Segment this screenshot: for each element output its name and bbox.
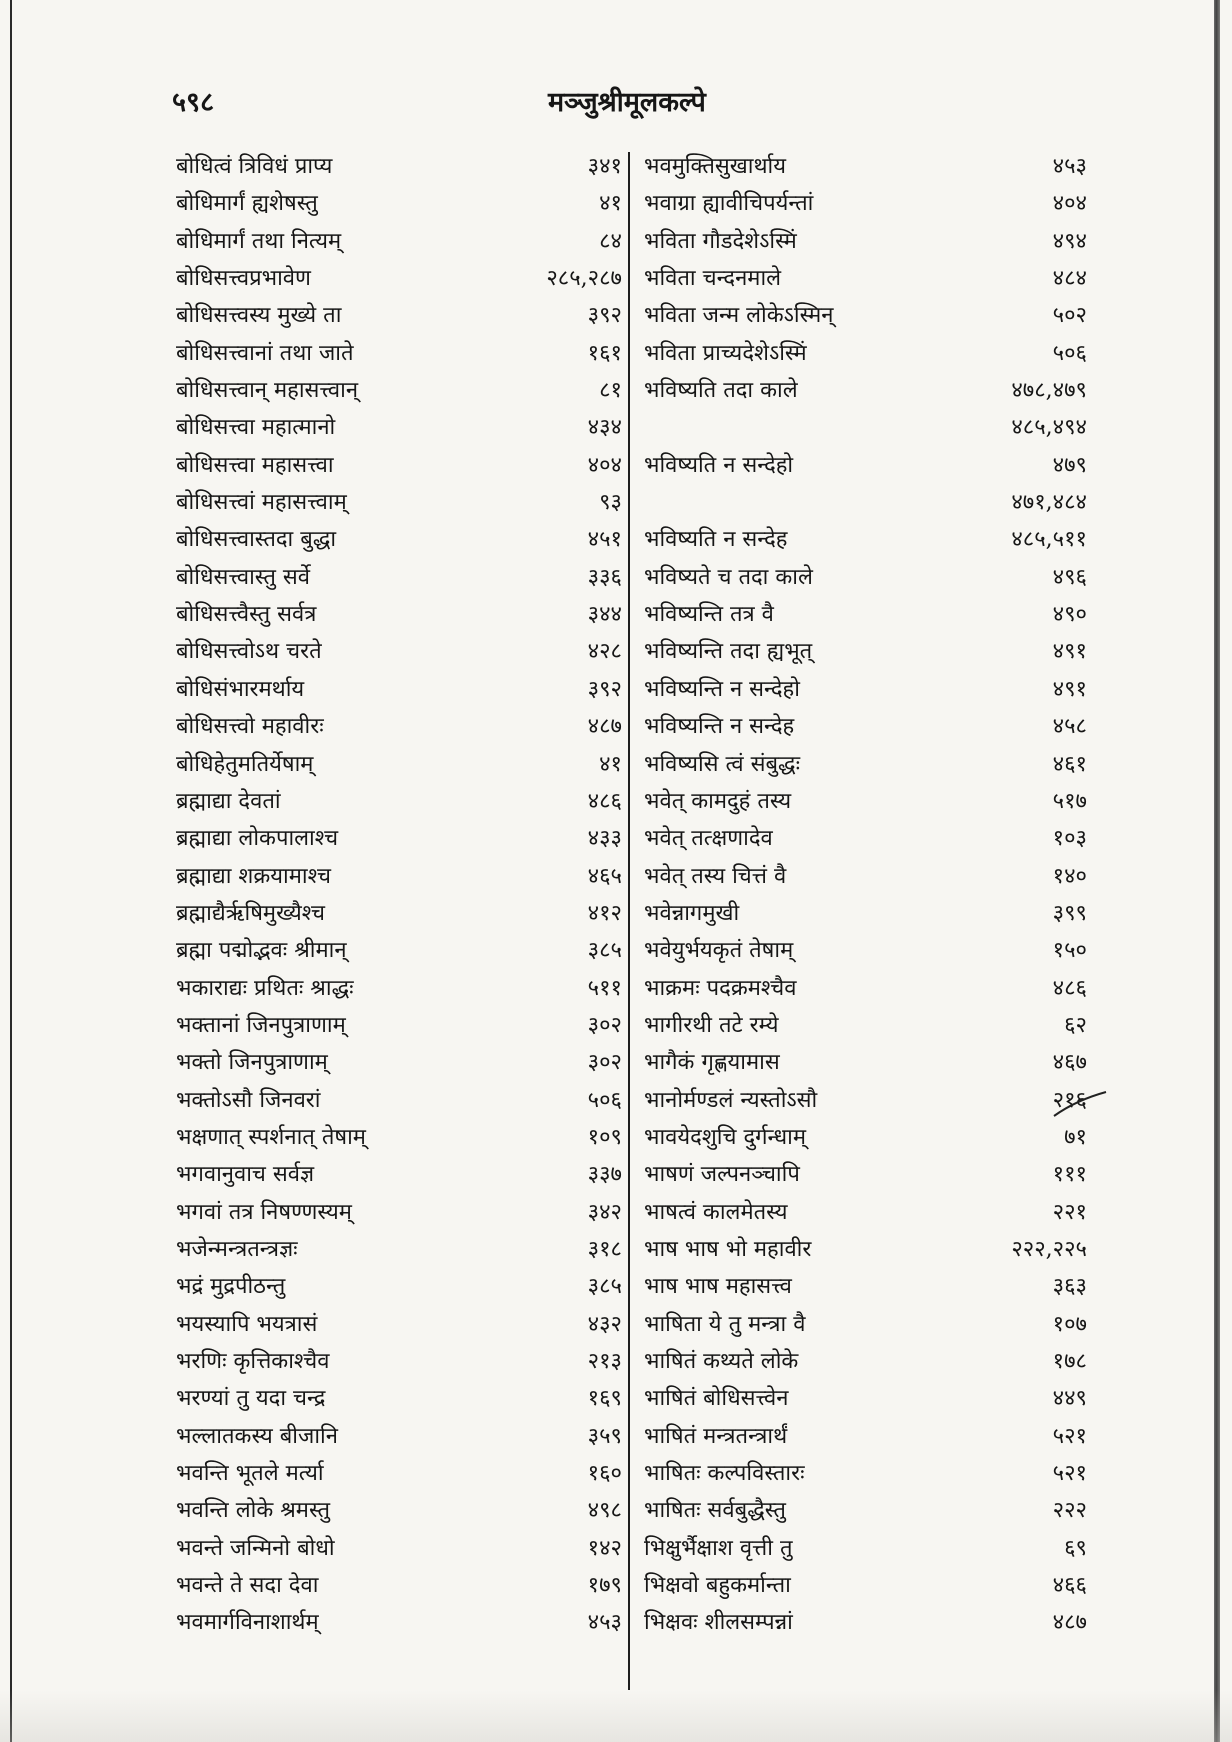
index-row (0, 1044, 1232, 1081)
right-entry: भाष भाष महासत्त्व (644, 1274, 792, 1300)
left-entry: भरणिः कृत्तिकाश्चैव (176, 1349, 330, 1374)
index-row (0, 1007, 1232, 1044)
left-entry: बोधिसत्त्वप्रभावेण (176, 266, 311, 292)
right-entry: भाक्रमः पदक्रमश्चैव (644, 975, 797, 1001)
right-pages: ६२ (1064, 1012, 1087, 1038)
index-row (0, 1530, 1232, 1567)
right-entry: भवेत् कामदुहं तस्य (644, 788, 792, 814)
verse-index-table (0, 148, 1232, 1642)
index-row (0, 223, 1232, 260)
page-header (0, 82, 1232, 122)
left-entry: बोधिसत्त्वास्तु सर्वे (176, 564, 310, 590)
right-pages: ४९० (1052, 602, 1087, 628)
right-entry: भवेयुर्भयकृतं तेषाम् (644, 938, 794, 964)
left-pages: ३०२ (587, 1012, 622, 1038)
scan-noise (0, 1690, 1232, 1742)
left-entry: भक्तो जिनपुत्राणाम् (176, 1050, 328, 1076)
right-pages: २१६ (1052, 1087, 1087, 1113)
right-entry: भवेत् तस्य चित्तं वै (644, 863, 787, 889)
right-entry: भविता गौडदेशेऽस्मिं (644, 228, 797, 254)
handwritten-pen-mark (1050, 1090, 1110, 1120)
index-row (0, 1119, 1232, 1156)
index-row (0, 932, 1232, 969)
right-pages: ४५३ (1052, 154, 1087, 179)
index-row (0, 708, 1232, 745)
right-pages: ४८७ (1052, 1610, 1087, 1636)
left-pages: ४०४ (587, 452, 622, 478)
left-pages: ५०६ (587, 1087, 622, 1113)
left-entry: भवन्ते जन्मिनो बोधो (176, 1535, 335, 1561)
right-entry: भाषितः कल्पविस्तारः (644, 1461, 805, 1487)
left-pages: ३८५ (587, 938, 622, 964)
left-entry: बोधिसंभारमर्थाय (176, 676, 305, 702)
right-pages: ४८४ (1052, 266, 1087, 292)
left-pages: ४१ (599, 191, 622, 217)
index-row (0, 1156, 1232, 1193)
right-pages: ४७८,४७९ (1011, 378, 1087, 404)
left-entry: बोधिहेतुमतिर्येषाम् (176, 751, 314, 777)
left-pages: ३३७ (587, 1162, 622, 1188)
left-pages: ३४१ (587, 154, 622, 179)
index-row (0, 484, 1232, 521)
right-entry: भाषितं मन्त्रतन्त्रार्थं (644, 1423, 788, 1449)
left-entry: भक्षणात् स्पर्शनात् तेषाम् (176, 1124, 366, 1150)
right-entry: भानोर्मण्डलं न्यस्तोऽसौ (644, 1087, 818, 1113)
left-entry: भवन्ते ते सदा देवा (176, 1573, 319, 1599)
left-pages: ३९२ (587, 676, 622, 702)
left-entry: भगवानुवाच सर्वज्ञ (176, 1162, 315, 1188)
left-entry: बोधिसत्त्वा महासत्त्वा (176, 452, 334, 478)
left-entry: ब्रह्माद्या शक्रयामाश्च (176, 863, 331, 889)
index-row (0, 409, 1232, 446)
right-entry: भविष्यन्ति न सन्देहो (644, 676, 800, 702)
left-entry: बोधिसत्त्वस्य मुख्ये ता (176, 303, 342, 329)
index-row (0, 596, 1232, 633)
right-entry: भविष्यति न सन्देह (644, 527, 788, 553)
right-pages: २२२ (1052, 1498, 1087, 1524)
left-entry: भवन्ति लोके श्रमस्तु (176, 1498, 331, 1524)
index-row (0, 970, 1232, 1007)
index-row (0, 783, 1232, 820)
left-entry: भक्तोऽसौ जिनवरां (176, 1087, 321, 1113)
index-row (0, 671, 1232, 708)
index-row (0, 1418, 1232, 1455)
right-pages: ४०४ (1052, 191, 1087, 217)
right-pages: ४६७ (1052, 1050, 1087, 1076)
left-entry: भयस्यापि भयत्रासं (176, 1311, 318, 1337)
index-row (0, 521, 1232, 558)
left-pages: ३४४ (587, 602, 622, 628)
left-pages: ३०२ (587, 1050, 622, 1076)
right-pages: ६९ (1064, 1535, 1087, 1561)
right-pages: १११ (1052, 1162, 1087, 1188)
index-row (0, 746, 1232, 783)
left-entry: ब्रह्माद्यैर्ऋषिमुख्यैश्च (176, 900, 326, 926)
index-row (0, 820, 1232, 857)
right-pages: ३६३ (1052, 1274, 1087, 1300)
right-entry: भाषणं जल्पनञ्चापि (644, 1162, 800, 1188)
left-pages: ४१ (599, 751, 622, 777)
left-entry: बोधिमार्गं ह्यशेषस्तु (176, 191, 318, 217)
index-row (0, 260, 1232, 297)
left-entry: बोधिसत्त्वोऽथ चरते (176, 639, 322, 665)
right-pages: ४८५,४९४ (1011, 415, 1087, 441)
right-pages: ५२१ (1052, 1461, 1087, 1487)
right-pages: ४८५,५११ (1011, 527, 1087, 553)
right-pages: १५० (1052, 938, 1087, 964)
left-pages: ४३३ (587, 826, 622, 852)
left-pages: १६९ (587, 1386, 622, 1412)
index-row (0, 185, 1232, 222)
right-pages: १०७ (1052, 1311, 1087, 1337)
left-entry: ब्रह्माद्या लोकपालाश्च (176, 826, 339, 852)
index-row (0, 1306, 1232, 1343)
right-pages: १४० (1052, 863, 1087, 889)
right-entry: भागीरथी तटे रम्ये (644, 1012, 779, 1038)
left-entry: भरण्यां तु यदा चन्द्र (176, 1386, 326, 1412)
right-pages: ४८६ (1052, 975, 1087, 1001)
left-entry: बोधिसत्त्वैस्तु सर्वत्र (176, 602, 317, 628)
index-row (0, 1455, 1232, 1492)
left-pages: ४३४ (587, 415, 622, 441)
index-row (0, 1268, 1232, 1305)
left-pages: ८१ (599, 378, 622, 404)
index-row (0, 1604, 1232, 1641)
left-entry: भक्तानां जिनपुत्राणाम् (176, 1012, 346, 1038)
right-entry: भवाग्रा ह्यावीचिपर्यन्तां (644, 191, 814, 217)
left-entry: भवन्ति भूतले मर्त्या (176, 1461, 324, 1487)
right-entry: भिक्षवः शीलसम्पन्नां (644, 1610, 793, 1636)
left-pages: ५११ (587, 975, 622, 1001)
left-pages: ८४ (599, 228, 622, 254)
index-row (0, 1231, 1232, 1268)
left-entry: बोधिसत्त्वो महावीरः (176, 714, 324, 740)
right-pages: ५२१ (1052, 1423, 1087, 1449)
right-pages: ४९१ (1052, 639, 1087, 665)
left-pages: १७९ (587, 1573, 622, 1599)
left-entry: भल्लातकस्य बीजानि (176, 1423, 338, 1449)
index-row (0, 1082, 1232, 1119)
left-pages: ४५१ (587, 527, 622, 553)
right-entry: भाषत्वं कालमेतस्य (644, 1199, 788, 1225)
right-entry: भाषितं बोधिसत्त्वेन (644, 1386, 789, 1412)
left-entry: बोधिसत्त्वा महात्मानो (176, 415, 336, 441)
right-entry: भविष्यति न सन्देहो (644, 452, 794, 478)
right-pages: ४४९ (1052, 1386, 1087, 1412)
right-pages: ४७९ (1052, 452, 1087, 478)
right-entry: भाषितः सर्वबुद्धैस्तु (644, 1498, 786, 1524)
index-row (0, 559, 1232, 596)
right-entry: भवेन्नागमुखी (644, 900, 740, 926)
right-entry: भावयेदशुचि दुर्गन्धाम् (644, 1124, 807, 1150)
left-entry: बोधित्वं त्रिविधं प्राप्य (176, 154, 333, 179)
left-pages: १४२ (587, 1535, 622, 1561)
right-pages: २२१ (1052, 1199, 1087, 1225)
right-entry: भविष्यन्ति तत्र वै (644, 602, 774, 628)
index-row (0, 335, 1232, 372)
left-entry: भकाराद्यः प्रथितः श्राद्धः (176, 975, 354, 1001)
right-pages: ३९९ (1052, 900, 1087, 926)
left-pages: ४९८ (587, 1498, 622, 1524)
right-pages: ५०६ (1052, 340, 1087, 366)
page-number: ५९८ (172, 87, 215, 118)
right-entry: भिक्षवो बहुकर्मान्ता (644, 1573, 791, 1599)
left-entry: ब्रह्माद्या देवतां (176, 788, 281, 814)
right-pages: १७८ (1052, 1349, 1087, 1374)
left-pages: ३४२ (587, 1199, 622, 1225)
left-pages: २८५,२८७ (546, 266, 622, 292)
right-pages: २२२,२२५ (1011, 1236, 1087, 1262)
right-pages: ४९६ (1052, 564, 1087, 590)
right-pages: ७१ (1064, 1124, 1087, 1150)
right-entry: भाष भाष भो महावीर (644, 1236, 812, 1262)
right-pages: ४६६ (1052, 1573, 1087, 1599)
right-entry: भविष्यन्ति न सन्देह (644, 714, 795, 740)
right-entry: भविता जन्म लोकेऽस्मिन् (644, 303, 834, 329)
left-pages: ३५९ (587, 1423, 622, 1449)
left-pages: ४५३ (587, 1610, 622, 1636)
index-row (0, 858, 1232, 895)
index-row (0, 1194, 1232, 1231)
left-pages: १०९ (587, 1124, 622, 1150)
left-entry: बोधिमार्गं तथा नित्यम् (176, 228, 342, 254)
left-entry: बोधिसत्त्वानां तथा जाते (176, 340, 354, 366)
left-entry: भगवां तत्र निषण्णस्यम् (176, 1199, 352, 1225)
right-entry: भविष्यन्ति तदा ह्यभूत् (644, 639, 813, 665)
left-entry: भजेन्मन्त्रतन्त्रज्ञः (176, 1236, 298, 1262)
right-pages: ४९१ (1052, 676, 1087, 702)
index-row (0, 633, 1232, 670)
left-pages: १६० (587, 1461, 622, 1487)
left-entry: भद्रं मुद्रपीठन्तु (176, 1274, 286, 1300)
left-pages: ३१८ (587, 1236, 622, 1262)
left-entry: बोधिसत्त्वास्तदा बुद्धा (176, 527, 337, 553)
right-entry: भवमुक्तिसुखार्थाय (644, 154, 786, 179)
right-pages: ४७१,४८४ (1011, 490, 1087, 516)
left-pages: १६१ (587, 340, 622, 366)
left-entry: ब्रह्मा पद्मोद्भवः श्रीमान् (176, 938, 347, 964)
right-entry: भविता चन्दनमाले (644, 266, 782, 292)
left-pages: ४१२ (587, 900, 622, 926)
left-pages: ४२८ (587, 639, 622, 665)
left-pages: ४८६ (587, 788, 622, 814)
left-entry: बोधिसत्त्वान् महासत्त्वान् (176, 378, 359, 404)
right-pages: ५०२ (1052, 303, 1087, 329)
right-entry: भाषितं कथ्यते लोके (644, 1349, 799, 1374)
right-entry: भाषिता ये तु मन्त्रा वै (644, 1311, 806, 1337)
right-pages: ४५८ (1052, 714, 1087, 740)
left-pages: २१३ (587, 1349, 622, 1374)
left-pages: ४६५ (587, 863, 622, 889)
right-entry: भविष्यति तदा काले (644, 378, 798, 404)
right-entry: भिक्षुर्भैक्षाश वृत्ती तु (644, 1535, 793, 1561)
left-pages: ३९२ (587, 303, 622, 329)
right-pages: ४६१ (1052, 751, 1087, 777)
left-pages: ९३ (599, 490, 622, 516)
index-row (0, 895, 1232, 932)
index-row (0, 1567, 1232, 1604)
index-row (0, 372, 1232, 409)
left-entry: भवमार्गविनाशार्थम् (176, 1610, 319, 1636)
index-row (0, 1492, 1232, 1529)
right-entry: भागैकं गृह्णयामास (644, 1050, 780, 1076)
right-pages: ४९४ (1052, 228, 1087, 254)
right-pages: १०३ (1052, 826, 1087, 852)
right-pages: ५१७ (1052, 788, 1087, 814)
running-title: मञ्जुश्रीमूलकल्पे (548, 87, 706, 118)
left-pages: ३८५ (587, 1274, 622, 1300)
index-row (0, 1380, 1232, 1417)
right-entry: भविष्यसि त्वं संबुद्धः (644, 751, 801, 777)
left-pages: ३३६ (587, 564, 622, 590)
left-pages: ४८७ (587, 714, 622, 740)
index-row (0, 148, 1232, 185)
right-entry: भविता प्राच्यदेशेऽस्मिं (644, 340, 807, 366)
index-row (0, 297, 1232, 334)
left-pages: ४३२ (587, 1311, 622, 1337)
left-entry: बोधिसत्त्वां महासत्त्वाम् (176, 490, 347, 516)
index-row (0, 447, 1232, 484)
right-entry: भविष्यते च तदा काले (644, 564, 813, 590)
right-entry: भवेत् तत्क्षणादेव (644, 826, 773, 852)
index-row (0, 1343, 1232, 1380)
